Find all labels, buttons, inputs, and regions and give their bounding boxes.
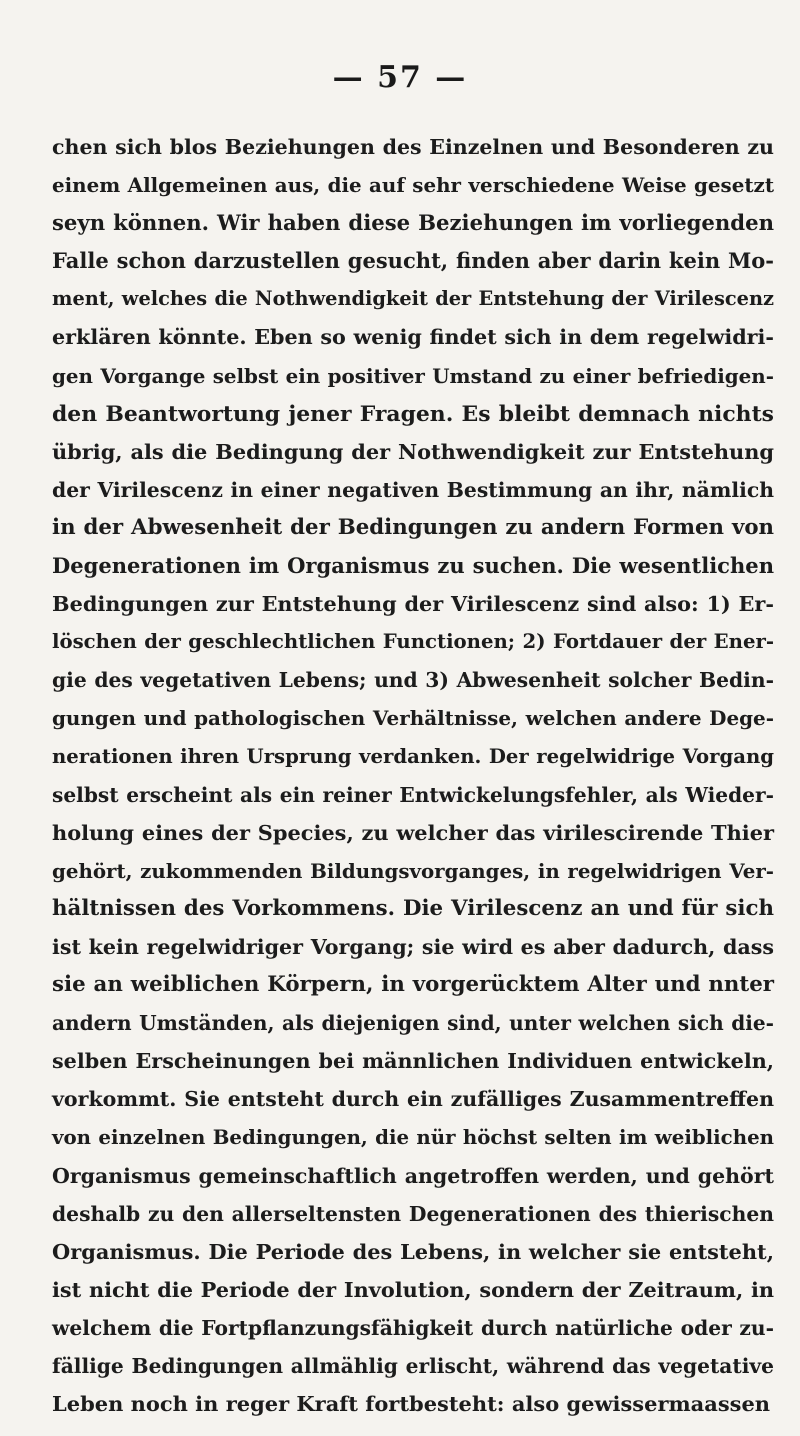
text-line: den Beantwortung jener Fragen. Es bleibt demnach nichts: [52, 400, 774, 427]
text-line: holung eines der Species, zu welcher das virilescirende Thier: [52, 819, 774, 845]
text-line: deshalb zu den allerseltensten Degenerationen des thierischen: [52, 1201, 774, 1226]
text-line: gen Vorgange selbst ein positiver Umstand zu einer befriedigen-: [52, 363, 774, 388]
text-line: Falle schon darzustellen gesucht, finden aber darin kein Mo-: [52, 248, 774, 274]
text-line: chen sich blos Beziehungen des Einzelnen und Besonderen zu: [52, 135, 774, 159]
text-line: Degenerationen im Organismus zu suchen. Die wesentlichen: [52, 553, 774, 579]
page-number: — 57 —: [332, 60, 468, 95]
text-line: hältnissen des Vorkommens. Die Virilescenz an und für sich: [52, 895, 774, 921]
text-line: Organismus. Die Periode des Lebens, in welcher sie entsteht,: [52, 1238, 774, 1264]
text-line: fällige Bedingungen allmählig erlischt, während das vegetative: [52, 1354, 774, 1378]
text-line: andern Umständen, als diejenigen sind, unter welchen sich die-: [52, 1011, 774, 1036]
text-line: gie des vegetativen Lebens; und 3) Abwesenheit solcher Bedin-: [52, 668, 774, 693]
text-line: sie an weiblichen Körpern, in vorgerücktem Alter und nnter: [52, 972, 774, 998]
text-line: ment, welches die Nothwendigkeit der Entstehung der Virilescenz: [52, 287, 774, 311]
text-line: erklären könnte. Eben so wenig findet sich in dem regelwidri-: [52, 325, 774, 350]
text-line: selbst erscheint als ein reiner Entwickelungsfehler, als Wieder-: [52, 782, 774, 807]
text-line: ist kein regelwidriger Vorgang; sie wird es aber dadurch, dass: [52, 934, 774, 959]
text-line: nerationen ihren Ursprung verdanken. Der regelwidrige Vorgang: [52, 744, 774, 768]
text-line: löschen der geschlechtlichen Functionen; 2) Fortdauer der Ener-: [52, 630, 774, 654]
text-line: seyn können. Wir haben diese Beziehungen im vorliegenden: [52, 210, 774, 236]
text-line: übrig, als die Bedingung der Nothwendigkeit zur Entstehung: [52, 438, 774, 464]
text-line: der Virilescenz in einer negativen Bestimmung an ihr, nämlich: [52, 477, 774, 502]
text-line: Leben noch in reger Kraft fortbesteht: also gewissermaassen: [52, 1391, 771, 1417]
text-line: Organismus gemeinschaftlich angetroffen werden, und gehört: [52, 1163, 774, 1188]
text-line: selben Erscheinungen bei männlichen Individuen entwickeln,: [52, 1049, 774, 1074]
text-line: in der Abwesenheit der Bedingungen zu andern Formen von: [52, 514, 774, 540]
body-text: [52, 128, 774, 1423]
text-line: vorkommt. Sie entsteht durch ein zufälliges Zusammentreffen: [52, 1087, 774, 1112]
text-line: gungen und pathologischen Verhältnisse, welchen andere Dege-: [52, 706, 774, 731]
text-line: von einzelnen Bedingungen, die nür höchst selten im weiblichen: [52, 1125, 774, 1150]
text-line: Bedingungen zur Entstehung der Virilescenz sind also: 1) Er-: [52, 591, 774, 617]
text-line: welchem die Fortpflanzungsfähigkeit durch natürliche oder zu-: [52, 1315, 774, 1340]
text-line: ist nicht die Periode der Involution, sondern der Zeitraum, in: [52, 1276, 774, 1302]
text-line: gehört, zukommenden Bildungsvorganges, in regelwidrigen Ver-: [52, 858, 774, 883]
text-line: einem Allgemeinen aus, die auf sehr verschiedene Weise gesetzt: [52, 173, 774, 198]
